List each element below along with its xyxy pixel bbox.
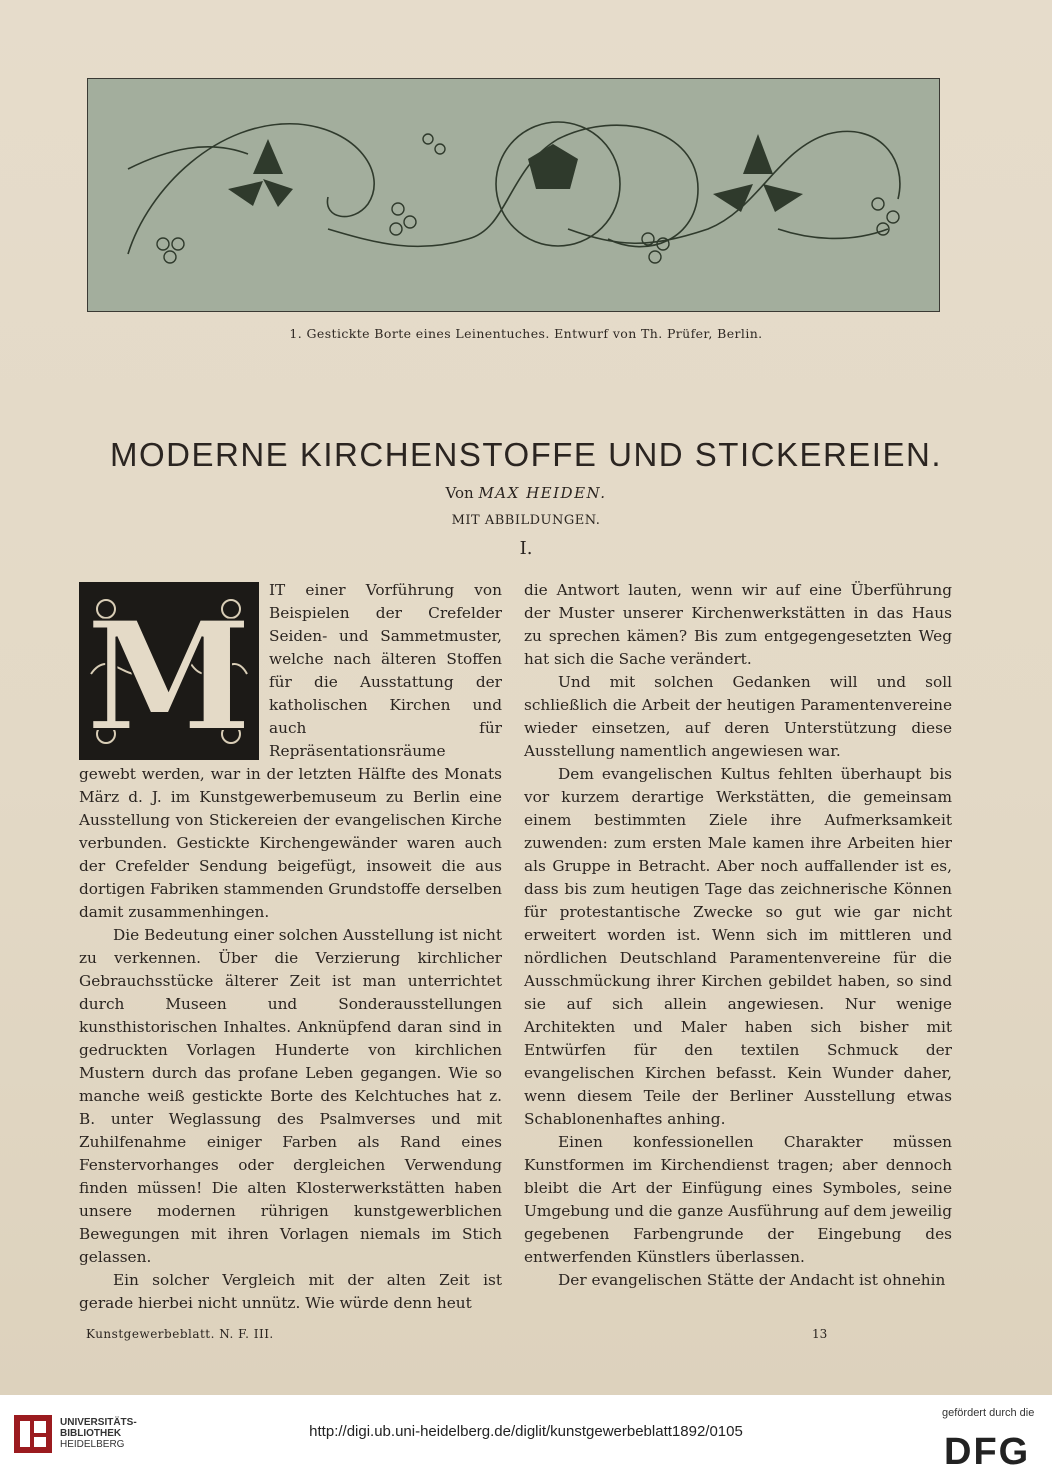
paragraph: Und mit solchen Gedanken will und soll schließlich die Arbeit der heutigen Paramentenvereine wieder einsetzen, auf deren Unterstützung diese Ausstellung namentlich angewiesen war. — [524, 673, 952, 760]
paragraph: Dem evangelischen Kultus fehlten überhaupt bis vor kurzem derartige Werkstätten, die gemeinsam einem bestimmten Ziele ihre Aufmerksamkeit zuwenden: zum ersten Male kamen ihre Arbeiten hier als Gruppe in Betracht. Aber noch auffallender ist es, dass bis zum heutigen Tage das zeichnerische Können für protestantische Zwecke so gut wie gar nicht erweitert worden ist. Wenn sich im mittleren und nördlichen Deutschland Paramentenvereine für die Ausschmückung ihrer Kirchen gebildet haben, so sind sie auf sich allein angewiesen. Nur wenige Architekten und Maler haben sich bisher mit Entwürfen für den textilen Schmuck der evangelischen Kirchen befasst. Kein Wunder daher, wenn diesem Teile der Berliner Ausstellung etwas Schablonenhaftes anhing. — [524, 765, 952, 1128]
author-name: MAX HEIDEN. — [478, 484, 607, 502]
dropcap-letter: M — [85, 589, 253, 758]
library-line: HEIDELBERG — [60, 1439, 125, 1450]
page-number: 13 — [812, 1327, 828, 1341]
permalink[interactable]: http://digi.ub.uni-heidelberg.de/diglit/kunstgewerbeblatt1892/0105 — [309, 1423, 743, 1440]
embroidered-border-illustration — [87, 78, 940, 312]
embroidery-drawing — [88, 79, 939, 311]
dropcap-ornament — [81, 584, 257, 758]
paragraph: Die Bedeutung einer solchen Ausstellung ist nicht zu verkennen. Über die Verzierung kirchlicher Gebrauchsstücke älterer Zeit ist man unterrichtet durch Museen und Sonderausstellungen kunsthistorischen Inhaltes. Anknüpfend daran sind in gedruckten Vorlagen Hunderte von kirchlichen Mustern durch das profane Leben gegangen. Wie so manche weiß gestickte Borte des Kelchtuches hat z. B. unter Weglassung des Psalmverses und mit Zuhilfenahme einiger Farben als Rand eines Fenstervorhanges oder dergleichen Verwendung finden müssen! Die alten Klosterwerkstätten haben unsere modernen rührigen kunstgewerblichen Bewegungen mit ihren Vorlagen niemals im Stich gelassen. — [79, 926, 502, 1266]
digitization-bar — [0, 1395, 1052, 1479]
article-title: MODERNE KIRCHENSTOFFE UND STICKEREIEN. — [110, 436, 942, 473]
library-line: BIBLIOTHEK — [60, 1428, 122, 1439]
journal-footer: Kunstgewerbeblatt. N. F. III. — [86, 1327, 274, 1341]
paragraph: die Antwort lauten, wenn wir auf eine Überführung der Muster unserer Kirchenwerkstätten in das Haus zu sprechen kämen? Bis zum entgegengesetzten Weg hat sich die Sache verändert. — [524, 581, 952, 668]
paragraph: Der evangelischen Stätte der Andacht ist ohnehin — [558, 1271, 946, 1289]
library-line: UNIVERSITÄTS- — [60, 1417, 137, 1428]
figure-caption: 1. Gestickte Borte eines Leinentuches. Entwurf von Th. Prüfer, Berlin. — [289, 326, 763, 341]
paragraph: IT einer Vorführung von Beispielen der Crefelder Seiden- und Sammetmuster, welche nach älteren Stoffen für die Ausstattung der katholischen Kirchen und auch für Repräsentationsräume gewebt werden, war in der letzten Hälfte des Monats März d. J. im Kunstgewerbemuseum zu Berlin eine Ausstellung von Stickereien der evangelischen Kirche verbunden. Gestickte Kirchengewänder waren auch der Crefelder Sendung beigefügt, insoweit die aus dortigen Fabriken stammenden Grundstoffe derselben damit zusammenhingen. — [79, 581, 502, 921]
byline — [0, 484, 1052, 502]
dfg-logo: DFG — [944, 1431, 1031, 1473]
left-column — [79, 579, 502, 1315]
part-number: I. — [519, 538, 533, 559]
funding-note: gefördert durch die — [942, 1407, 1035, 1419]
subhead: MIT ABBILDUNGEN. — [451, 513, 601, 528]
right-column — [524, 579, 952, 1292]
paragraph: Einen konfessionellen Charakter müssen Kunstformen im Kirchendienst tragen; aber dennoch bleibt die Art der Einfügung eines Symboles, seine Umgebung und die ganze Ausführung auf dem jeweilig gegebenen Farbengrunde der Eingebung des entwerfenden Künstlers überlassen. — [524, 1133, 952, 1266]
paragraph: Ein solcher Vergleich mit der alten Zeit ist gerade hierbei nicht unnütz. Wie würde denn heut — [79, 1271, 502, 1312]
ornamental-initial — [79, 582, 259, 760]
byline-prefix: Von — [445, 484, 474, 502]
